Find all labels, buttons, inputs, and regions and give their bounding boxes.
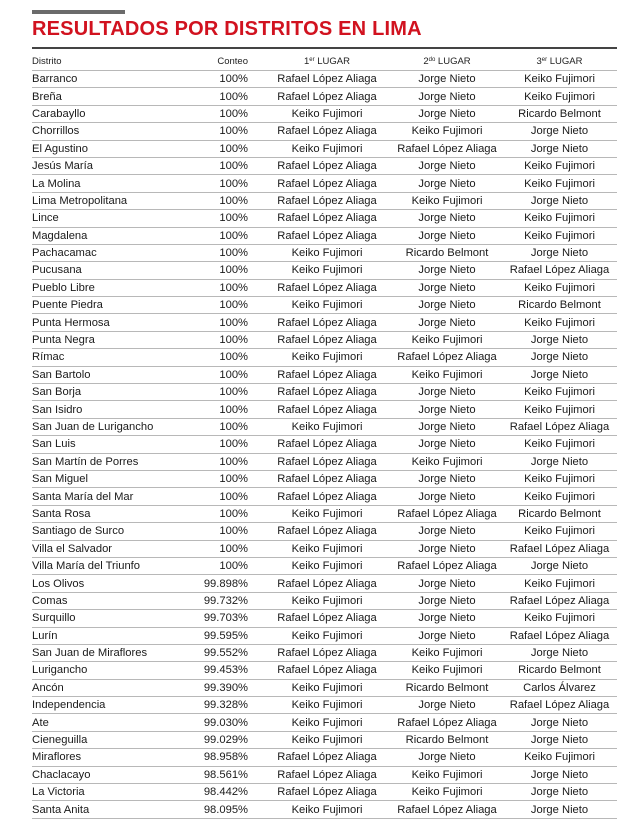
- third-place-cell: Ricardo Belmont: [502, 662, 617, 679]
- count-cell: 100%: [164, 210, 262, 227]
- second-place-cell: Jorge Nieto: [392, 175, 502, 192]
- second-place-cell: Keiko Fujimori: [392, 662, 502, 679]
- second-place-cell: Keiko Fujimori: [392, 644, 502, 661]
- count-cell: 100%: [164, 418, 262, 435]
- third-place-cell: Jorge Nieto: [502, 366, 617, 383]
- table-row: [32, 749, 617, 766]
- table-row: [32, 297, 617, 314]
- first-place-cell: Keiko Fujimori: [262, 557, 392, 574]
- table-row: [32, 575, 617, 592]
- first-place-cell: Rafael López Aliaga: [262, 157, 392, 174]
- district-cell: Santa María del Mar: [32, 488, 164, 505]
- count-cell: 100%: [164, 244, 262, 261]
- third-place-cell: Rafael López Aliaga: [502, 592, 617, 609]
- count-cell: 99.552%: [164, 644, 262, 661]
- count-cell: 100%: [164, 349, 262, 366]
- district-cell: Chaclacayo: [32, 766, 164, 783]
- second-place-cell: Keiko Fujimori: [392, 123, 502, 140]
- second-place-cell: Jorge Nieto: [392, 592, 502, 609]
- third-place-cell: Keiko Fujimori: [502, 384, 617, 401]
- third-place-cell: Keiko Fujimori: [502, 71, 617, 88]
- district-cell: Carabayllo: [32, 105, 164, 122]
- district-cell: Ancón: [32, 679, 164, 696]
- third-place-cell: Jorge Nieto: [502, 140, 617, 157]
- table-row: [32, 157, 617, 174]
- header-first-place: [262, 53, 392, 71]
- second-place-cell: Rafael López Aliaga: [392, 349, 502, 366]
- header-second-sup: do: [428, 57, 436, 63]
- count-cell: 100%: [164, 401, 262, 418]
- first-place-cell: Rafael López Aliaga: [262, 71, 392, 88]
- district-cell: Lurín: [32, 627, 164, 644]
- count-cell: 100%: [164, 157, 262, 174]
- first-place-cell: Rafael López Aliaga: [262, 366, 392, 383]
- table-row: [32, 644, 617, 661]
- district-cell: Magdalena: [32, 227, 164, 244]
- table-row: [32, 314, 617, 331]
- district-cell: San Bartolo: [32, 366, 164, 383]
- second-place-cell: Rafael López Aliaga: [392, 714, 502, 731]
- district-cell: San Juan de Miraflores: [32, 644, 164, 661]
- third-place-cell: Jorge Nieto: [502, 766, 617, 783]
- third-place-cell: Rafael López Aliaga: [502, 697, 617, 714]
- district-cell: Breña: [32, 88, 164, 105]
- first-place-cell: Rafael López Aliaga: [262, 610, 392, 627]
- count-cell: 99.595%: [164, 627, 262, 644]
- count-cell: 100%: [164, 314, 262, 331]
- first-place-cell: Rafael López Aliaga: [262, 192, 392, 209]
- district-cell: San Luis: [32, 436, 164, 453]
- table-row: [32, 784, 617, 801]
- third-place-cell: Jorge Nieto: [502, 192, 617, 209]
- second-place-cell: Ricardo Belmont: [392, 679, 502, 696]
- header-first-sup: er: [309, 57, 315, 63]
- second-place-cell: Jorge Nieto: [392, 523, 502, 540]
- table-row: [32, 244, 617, 261]
- second-place-cell: Jorge Nieto: [392, 610, 502, 627]
- first-place-cell: Rafael López Aliaga: [262, 784, 392, 801]
- second-place-cell: Jorge Nieto: [392, 262, 502, 279]
- third-place-cell: Rafael López Aliaga: [502, 418, 617, 435]
- header-first-num: 1: [303, 56, 310, 67]
- header-first-text: LUGAR: [314, 56, 350, 67]
- third-place-cell: Keiko Fujimori: [502, 470, 617, 487]
- header-conteo: Conteo: [217, 56, 248, 67]
- count-cell: 100%: [164, 436, 262, 453]
- first-place-cell: Rafael López Aliaga: [262, 470, 392, 487]
- count-cell: 100%: [164, 488, 262, 505]
- first-place-cell: Keiko Fujimori: [262, 714, 392, 731]
- results-table: [32, 53, 617, 819]
- second-place-cell: Keiko Fujimori: [392, 331, 502, 348]
- first-place-cell: Keiko Fujimori: [262, 418, 392, 435]
- second-place-cell: Jorge Nieto: [392, 575, 502, 592]
- district-cell: Santiago de Surco: [32, 523, 164, 540]
- first-place-cell: Rafael López Aliaga: [262, 575, 392, 592]
- count-cell: 98.958%: [164, 749, 262, 766]
- table-row: [32, 175, 617, 192]
- table-row: [32, 453, 617, 470]
- second-place-cell: Rafael López Aliaga: [392, 505, 502, 522]
- header-second-text: LUGAR: [435, 56, 471, 67]
- second-place-cell: Jorge Nieto: [392, 470, 502, 487]
- district-cell: Villa María del Triunfo: [32, 557, 164, 574]
- first-place-cell: Rafael López Aliaga: [262, 662, 392, 679]
- count-cell: 100%: [164, 88, 262, 105]
- third-place-cell: Keiko Fujimori: [502, 210, 617, 227]
- district-cell: Santa Rosa: [32, 505, 164, 522]
- third-place-cell: Keiko Fujimori: [502, 227, 617, 244]
- third-place-cell: Ricardo Belmont: [502, 297, 617, 314]
- first-place-cell: Keiko Fujimori: [262, 801, 392, 818]
- first-place-cell: Keiko Fujimori: [262, 731, 392, 748]
- table-row: [32, 610, 617, 627]
- count-cell: 100%: [164, 505, 262, 522]
- third-place-cell: Jorge Nieto: [502, 123, 617, 140]
- second-place-cell: Keiko Fujimori: [392, 784, 502, 801]
- count-cell: 99.390%: [164, 679, 262, 696]
- table-row: [32, 523, 617, 540]
- table-row: [32, 349, 617, 366]
- count-cell: 100%: [164, 192, 262, 209]
- header-third-place: [502, 53, 617, 71]
- table-body: [32, 71, 617, 819]
- district-cell: Surquillo: [32, 610, 164, 627]
- first-place-cell: Keiko Fujimori: [262, 349, 392, 366]
- first-place-cell: Rafael López Aliaga: [262, 436, 392, 453]
- count-cell: 100%: [164, 453, 262, 470]
- table-row: [32, 192, 617, 209]
- second-place-cell: Jorge Nieto: [392, 418, 502, 435]
- table-row: [32, 697, 617, 714]
- table-row: [32, 140, 617, 157]
- second-place-cell: Jorge Nieto: [392, 105, 502, 122]
- second-place-cell: Keiko Fujimori: [392, 366, 502, 383]
- second-place-cell: Rafael López Aliaga: [392, 140, 502, 157]
- table-row: [32, 679, 617, 696]
- first-place-cell: Rafael López Aliaga: [262, 453, 392, 470]
- table-row: [32, 227, 617, 244]
- first-place-cell: Rafael López Aliaga: [262, 401, 392, 418]
- table-row: [32, 592, 617, 609]
- district-cell: Punta Negra: [32, 331, 164, 348]
- second-place-cell: Jorge Nieto: [392, 627, 502, 644]
- count-cell: 99.732%: [164, 592, 262, 609]
- table-row: [32, 88, 617, 105]
- first-place-cell: Keiko Fujimori: [262, 679, 392, 696]
- district-cell: San Martín de Porres: [32, 453, 164, 470]
- first-place-cell: Rafael López Aliaga: [262, 523, 392, 540]
- third-place-cell: Keiko Fujimori: [502, 157, 617, 174]
- district-cell: Lima Metropolitana: [32, 192, 164, 209]
- table-row: [32, 436, 617, 453]
- second-place-cell: Jorge Nieto: [392, 401, 502, 418]
- third-place-cell: Carlos Álvarez: [502, 679, 617, 696]
- third-place-cell: Keiko Fujimori: [502, 523, 617, 540]
- district-cell: Lurigancho: [32, 662, 164, 679]
- district-cell: La Victoria: [32, 784, 164, 801]
- count-cell: 99.328%: [164, 697, 262, 714]
- table-header: [32, 53, 617, 71]
- district-cell: Jesús María: [32, 157, 164, 174]
- third-place-cell: Keiko Fujimori: [502, 88, 617, 105]
- page-title: RESULTADOS POR DISTRITOS EN LIMA: [32, 18, 422, 40]
- district-cell: Santa Anita: [32, 801, 164, 818]
- district-cell: Punta Hermosa: [32, 314, 164, 331]
- first-place-cell: Rafael López Aliaga: [262, 749, 392, 766]
- third-place-cell: Keiko Fujimori: [502, 314, 617, 331]
- district-cell: Pachacamac: [32, 244, 164, 261]
- table-row: [32, 105, 617, 122]
- first-place-cell: Keiko Fujimori: [262, 592, 392, 609]
- count-cell: 100%: [164, 470, 262, 487]
- header-third-sup: er: [541, 57, 548, 63]
- second-place-cell: Rafael López Aliaga: [392, 801, 502, 818]
- third-place-cell: Keiko Fujimori: [502, 401, 617, 418]
- third-place-cell: Keiko Fujimori: [502, 488, 617, 505]
- district-cell: San Juan de Lurigancho: [32, 418, 164, 435]
- count-cell: 100%: [164, 71, 262, 88]
- second-place-cell: Jorge Nieto: [392, 749, 502, 766]
- table-row: [32, 401, 617, 418]
- count-cell: 100%: [164, 331, 262, 348]
- district-cell: Villa el Salvador: [32, 540, 164, 557]
- second-place-cell: Keiko Fujimori: [392, 453, 502, 470]
- count-cell: 100%: [164, 227, 262, 244]
- count-cell: 99.898%: [164, 575, 262, 592]
- table-row: [32, 731, 617, 748]
- second-place-cell: Rafael López Aliaga: [392, 557, 502, 574]
- count-cell: 100%: [164, 523, 262, 540]
- third-place-cell: Jorge Nieto: [502, 644, 617, 661]
- second-place-cell: Jorge Nieto: [392, 210, 502, 227]
- district-cell: Cieneguilla: [32, 731, 164, 748]
- district-cell: Puente Piedra: [32, 297, 164, 314]
- header-third-num: 3: [536, 56, 542, 67]
- third-place-cell: Jorge Nieto: [502, 331, 617, 348]
- district-cell: Ate: [32, 714, 164, 731]
- header-distrito: Distrito: [32, 56, 62, 67]
- count-cell: 99.453%: [164, 662, 262, 679]
- second-place-cell: Keiko Fujimori: [392, 192, 502, 209]
- first-place-cell: Rafael López Aliaga: [262, 766, 392, 783]
- count-cell: 100%: [164, 123, 262, 140]
- count-cell: 98.561%: [164, 766, 262, 783]
- first-place-cell: Rafael López Aliaga: [262, 644, 392, 661]
- third-place-cell: Jorge Nieto: [502, 349, 617, 366]
- count-cell: 100%: [164, 140, 262, 157]
- first-place-cell: Keiko Fujimori: [262, 697, 392, 714]
- count-cell: 99.030%: [164, 714, 262, 731]
- third-place-cell: Jorge Nieto: [502, 801, 617, 818]
- table-row: [32, 488, 617, 505]
- second-place-cell: Ricardo Belmont: [392, 244, 502, 261]
- first-place-cell: Keiko Fujimori: [262, 105, 392, 122]
- district-cell: Pueblo Libre: [32, 279, 164, 296]
- header-row: [32, 53, 617, 71]
- third-place-cell: Keiko Fujimori: [502, 610, 617, 627]
- first-place-cell: Rafael López Aliaga: [262, 227, 392, 244]
- first-place-cell: Keiko Fujimori: [262, 244, 392, 261]
- header-second-num: 2: [423, 56, 429, 67]
- count-cell: 100%: [164, 366, 262, 383]
- district-cell: Los Olivos: [32, 575, 164, 592]
- third-place-cell: Keiko Fujimori: [502, 436, 617, 453]
- third-place-cell: Jorge Nieto: [502, 557, 617, 574]
- table-row: [32, 801, 617, 818]
- table-row: [32, 662, 617, 679]
- district-cell: Rímac: [32, 349, 164, 366]
- second-place-cell: Jorge Nieto: [392, 488, 502, 505]
- table-row: [32, 71, 617, 88]
- first-place-cell: Keiko Fujimori: [262, 297, 392, 314]
- first-place-cell: Keiko Fujimori: [262, 262, 392, 279]
- first-place-cell: Rafael López Aliaga: [262, 123, 392, 140]
- first-place-cell: Rafael López Aliaga: [262, 314, 392, 331]
- second-place-cell: Jorge Nieto: [392, 88, 502, 105]
- third-place-cell: Jorge Nieto: [502, 244, 617, 261]
- count-cell: 99.703%: [164, 610, 262, 627]
- second-place-cell: Jorge Nieto: [392, 384, 502, 401]
- second-place-cell: Jorge Nieto: [392, 297, 502, 314]
- count-cell: 100%: [164, 175, 262, 192]
- table-row: [32, 210, 617, 227]
- table-row: [32, 627, 617, 644]
- district-cell: Pucusana: [32, 262, 164, 279]
- table-row: [32, 279, 617, 296]
- count-cell: 100%: [164, 384, 262, 401]
- table-row: [32, 384, 617, 401]
- third-place-cell: Rafael López Aliaga: [502, 262, 617, 279]
- district-cell: Lince: [32, 210, 164, 227]
- third-place-cell: Ricardo Belmont: [502, 105, 617, 122]
- district-cell: Independencia: [32, 697, 164, 714]
- second-place-cell: Jorge Nieto: [392, 697, 502, 714]
- first-place-cell: Rafael López Aliaga: [262, 488, 392, 505]
- second-place-cell: Jorge Nieto: [392, 157, 502, 174]
- second-place-cell: Jorge Nieto: [392, 436, 502, 453]
- first-place-cell: Rafael López Aliaga: [262, 384, 392, 401]
- third-place-cell: Jorge Nieto: [502, 453, 617, 470]
- district-cell: San Isidro: [32, 401, 164, 418]
- second-place-cell: Jorge Nieto: [392, 279, 502, 296]
- table-row: [32, 505, 617, 522]
- district-cell: Comas: [32, 592, 164, 609]
- second-place-cell: Jorge Nieto: [392, 540, 502, 557]
- count-cell: 100%: [164, 279, 262, 296]
- second-place-cell: Jorge Nieto: [392, 314, 502, 331]
- third-place-cell: Keiko Fujimori: [502, 175, 617, 192]
- table-row: [32, 418, 617, 435]
- second-place-cell: Keiko Fujimori: [392, 766, 502, 783]
- table-row: [32, 366, 617, 383]
- district-cell: San Miguel: [32, 470, 164, 487]
- district-cell: Miraflores: [32, 749, 164, 766]
- third-place-cell: Rafael López Aliaga: [502, 540, 617, 557]
- first-place-cell: Rafael López Aliaga: [262, 88, 392, 105]
- first-place-cell: Keiko Fujimori: [262, 627, 392, 644]
- second-place-cell: Jorge Nieto: [392, 227, 502, 244]
- top-accent-bar: [32, 10, 125, 14]
- count-cell: 98.095%: [164, 801, 262, 818]
- table-row: [32, 714, 617, 731]
- third-place-cell: Keiko Fujimori: [502, 279, 617, 296]
- count-cell: 98.442%: [164, 784, 262, 801]
- count-cell: 100%: [164, 297, 262, 314]
- district-cell: El Agustino: [32, 140, 164, 157]
- third-place-cell: Jorge Nieto: [502, 714, 617, 731]
- count-cell: 100%: [164, 540, 262, 557]
- count-cell: 99.029%: [164, 731, 262, 748]
- first-place-cell: Rafael López Aliaga: [262, 279, 392, 296]
- table-row: [32, 262, 617, 279]
- first-place-cell: Keiko Fujimori: [262, 505, 392, 522]
- third-place-cell: Jorge Nieto: [502, 731, 617, 748]
- count-cell: 100%: [164, 262, 262, 279]
- table-row: [32, 540, 617, 557]
- count-cell: 100%: [164, 105, 262, 122]
- table-row: [32, 123, 617, 140]
- table-row: [32, 766, 617, 783]
- third-place-cell: Jorge Nieto: [502, 784, 617, 801]
- district-cell: La Molina: [32, 175, 164, 192]
- district-cell: Chorrillos: [32, 123, 164, 140]
- first-place-cell: Rafael López Aliaga: [262, 331, 392, 348]
- header-third-text: LUGAR: [547, 56, 583, 67]
- third-place-cell: Rafael López Aliaga: [502, 627, 617, 644]
- second-place-cell: Ricardo Belmont: [392, 731, 502, 748]
- third-place-cell: Ricardo Belmont: [502, 505, 617, 522]
- first-place-cell: Keiko Fujimori: [262, 140, 392, 157]
- first-place-cell: Keiko Fujimori: [262, 540, 392, 557]
- district-cell: San Borja: [32, 384, 164, 401]
- table-row: [32, 557, 617, 574]
- district-cell: Barranco: [32, 71, 164, 88]
- third-place-cell: Keiko Fujimori: [502, 749, 617, 766]
- title-divider: [32, 47, 617, 49]
- count-cell: 100%: [164, 557, 262, 574]
- table-row: [32, 331, 617, 348]
- second-place-cell: Jorge Nieto: [392, 71, 502, 88]
- first-place-cell: Rafael López Aliaga: [262, 175, 392, 192]
- third-place-cell: Keiko Fujimori: [502, 575, 617, 592]
- first-place-cell: Rafael López Aliaga: [262, 210, 392, 227]
- table-row: [32, 470, 617, 487]
- header-second-place: [392, 53, 502, 71]
